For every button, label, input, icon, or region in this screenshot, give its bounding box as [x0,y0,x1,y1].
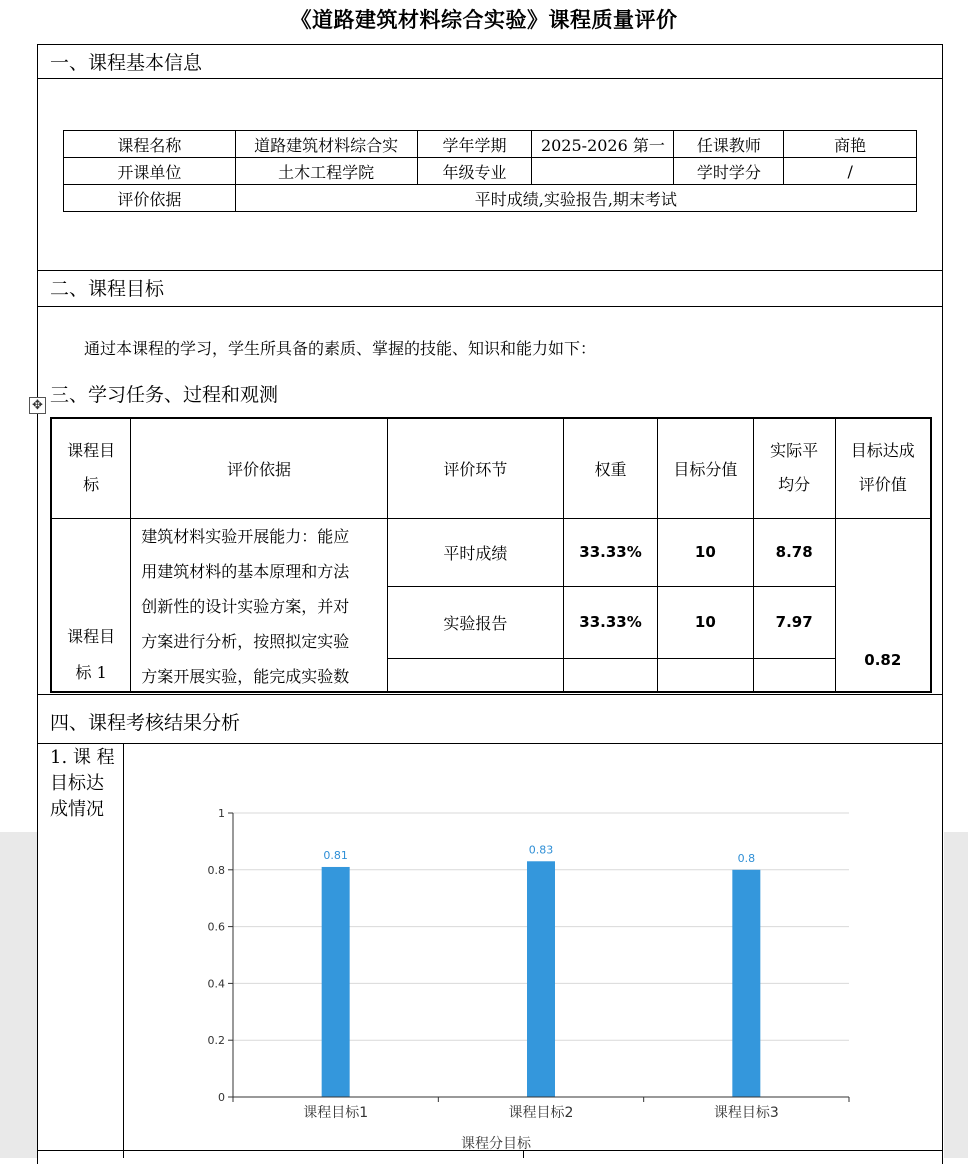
goal-name-cell [51,518,131,692]
dept-label: 开课单位 [64,158,236,185]
term-value: 2025-2026 第一 [532,131,674,158]
right-gutter-shade [944,832,968,1158]
y-tick-label: 0 [218,1091,225,1104]
target-cell: 10 [657,518,753,587]
header-goal-line1: 课程目 [67,441,116,461]
divider [37,743,943,744]
column-divider [123,743,124,1158]
goal-name-line1: 课程目 [67,626,116,646]
teacher-value: 商艳 [784,131,917,158]
header-eval-line1: 目标达成 [850,441,915,461]
header-actual-line2: 均分 [778,475,811,495]
teacher-label: 任课教师 [674,131,784,158]
header-actual [753,418,835,518]
goal-achievement-chart [125,745,940,1158]
bar [732,870,760,1097]
x-tick-label: 课程目标1 [303,1105,369,1121]
table-row [64,185,917,212]
goal-intro-text: 通过本课程的学习，学生所具备的素质、掌握的技能、知识和能力如下： [84,339,597,358]
x-tick-label: 课程目标3 [713,1105,779,1121]
eval-value-cell: 0.82 [835,518,931,692]
empty-cell [564,658,658,691]
major-value [532,158,674,185]
y-tick-label: 1 [218,807,225,820]
divider [37,270,943,271]
stage-cell: 平时成绩 [387,518,563,587]
divider [37,694,943,695]
basis-line: 用建筑材料的基本原理和方法 [141,561,350,581]
basis-line: 创新性的设计实验方案，并对 [141,596,350,616]
major-label: 年级专业 [417,158,532,185]
section-3-heading: 三、学习任务、过程和观测 [50,384,279,406]
data-label: 0.8 [737,851,756,865]
header-basis: 评价依据 [131,418,387,518]
dept-value: 土木工程学院 [235,158,417,185]
header-eval-line2: 评价值 [858,475,907,495]
course-name-label: 课程名称 [64,131,236,158]
goal-name-line2: 标 1 [75,662,107,682]
learning-task-table [50,417,932,693]
y-tick-label: 0.2 [207,1034,225,1048]
basis-line: 方案进行分析，按照拟定实验 [141,631,350,651]
course-info-table [63,130,917,212]
y-tick-label: 0.4 [207,977,225,991]
header-stage: 评价环节 [387,418,563,518]
basis-line: 方案开展实验，能完成实验数 [141,666,350,686]
weight-cell: 33.33% [564,587,658,659]
y-tick-label: 0.6 [207,920,225,934]
credit-label: 学时学分 [674,158,784,185]
table-row [64,131,917,158]
goal-basis-cell [131,518,387,692]
actual-cell: 7.97 [753,587,835,659]
divider [37,306,943,307]
section-1-heading: 一、课程基本信息 [50,52,203,74]
basis-value: 平时成绩,实验报告,期末考试 [235,185,916,212]
weight-cell: 33.33% [564,518,658,587]
header-actual-line1: 实际平 [770,441,819,461]
bar [322,867,350,1097]
data-label: 0.81 [323,848,348,862]
term-label: 学年学期 [417,131,532,158]
table-row [51,518,931,587]
stage-cell: 实验报告 [387,587,563,659]
left-gutter-shade [0,832,37,1158]
x-axis-title: 课程分目标 [461,1136,531,1152]
target-cell: 10 [657,587,753,659]
bar [527,861,555,1097]
basis-line: 建筑材料实验开展能力：能应 [141,526,350,546]
analysis-label: 1. 课 程 目标达 成情况 [50,747,115,820]
data-label: 0.83 [528,843,554,857]
empty-cell [753,658,835,691]
table-row [64,158,917,185]
x-tick-label: 课程目标2 [508,1105,574,1121]
empty-cell [657,658,753,691]
header-goal [51,418,131,518]
empty-cell [387,658,563,691]
header-eval [835,418,931,518]
y-tick-label: 0.8 [207,863,225,877]
course-name-value: 道路建筑材料综合实 [235,131,417,158]
credit-value: / [784,158,917,185]
section-2-heading: 二、课程目标 [50,278,165,300]
header-goal-line2: 标 [83,475,100,495]
basis-label: 评价依据 [64,185,236,212]
table-move-handle-icon[interactable]: ✥ [29,397,46,414]
section-4-heading: 四、课程考核结果分析 [50,712,241,734]
header-target: 目标分值 [657,418,753,518]
actual-cell: 8.78 [753,518,835,587]
document-title: 《道路建筑材料综合实验》课程质量评价 [290,7,678,32]
divider [37,78,943,79]
header-weight: 权重 [564,418,658,518]
table-header-row [51,418,931,518]
